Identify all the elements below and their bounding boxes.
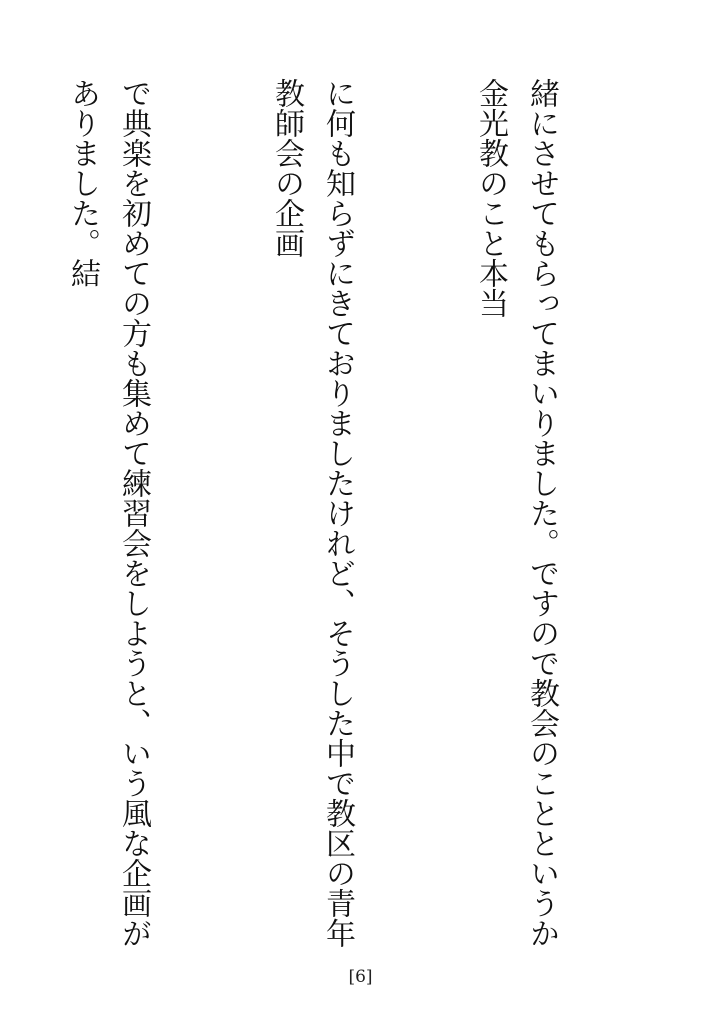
vertical-body-text [0, 78, 669, 968]
text-line: に何も知らずにきておりましたけれど、そうした中で教区の青年教師会の企画 [269, 78, 355, 948]
text-line: で典楽を初めての方も集めて練習会をしようと、いう風な企画がありました。結 [65, 78, 151, 948]
page-number: [6] [348, 967, 373, 987]
text-line: 緒にさせてもらってまいりました。ですので教会のことというか金光教のこと本当 [473, 78, 559, 948]
